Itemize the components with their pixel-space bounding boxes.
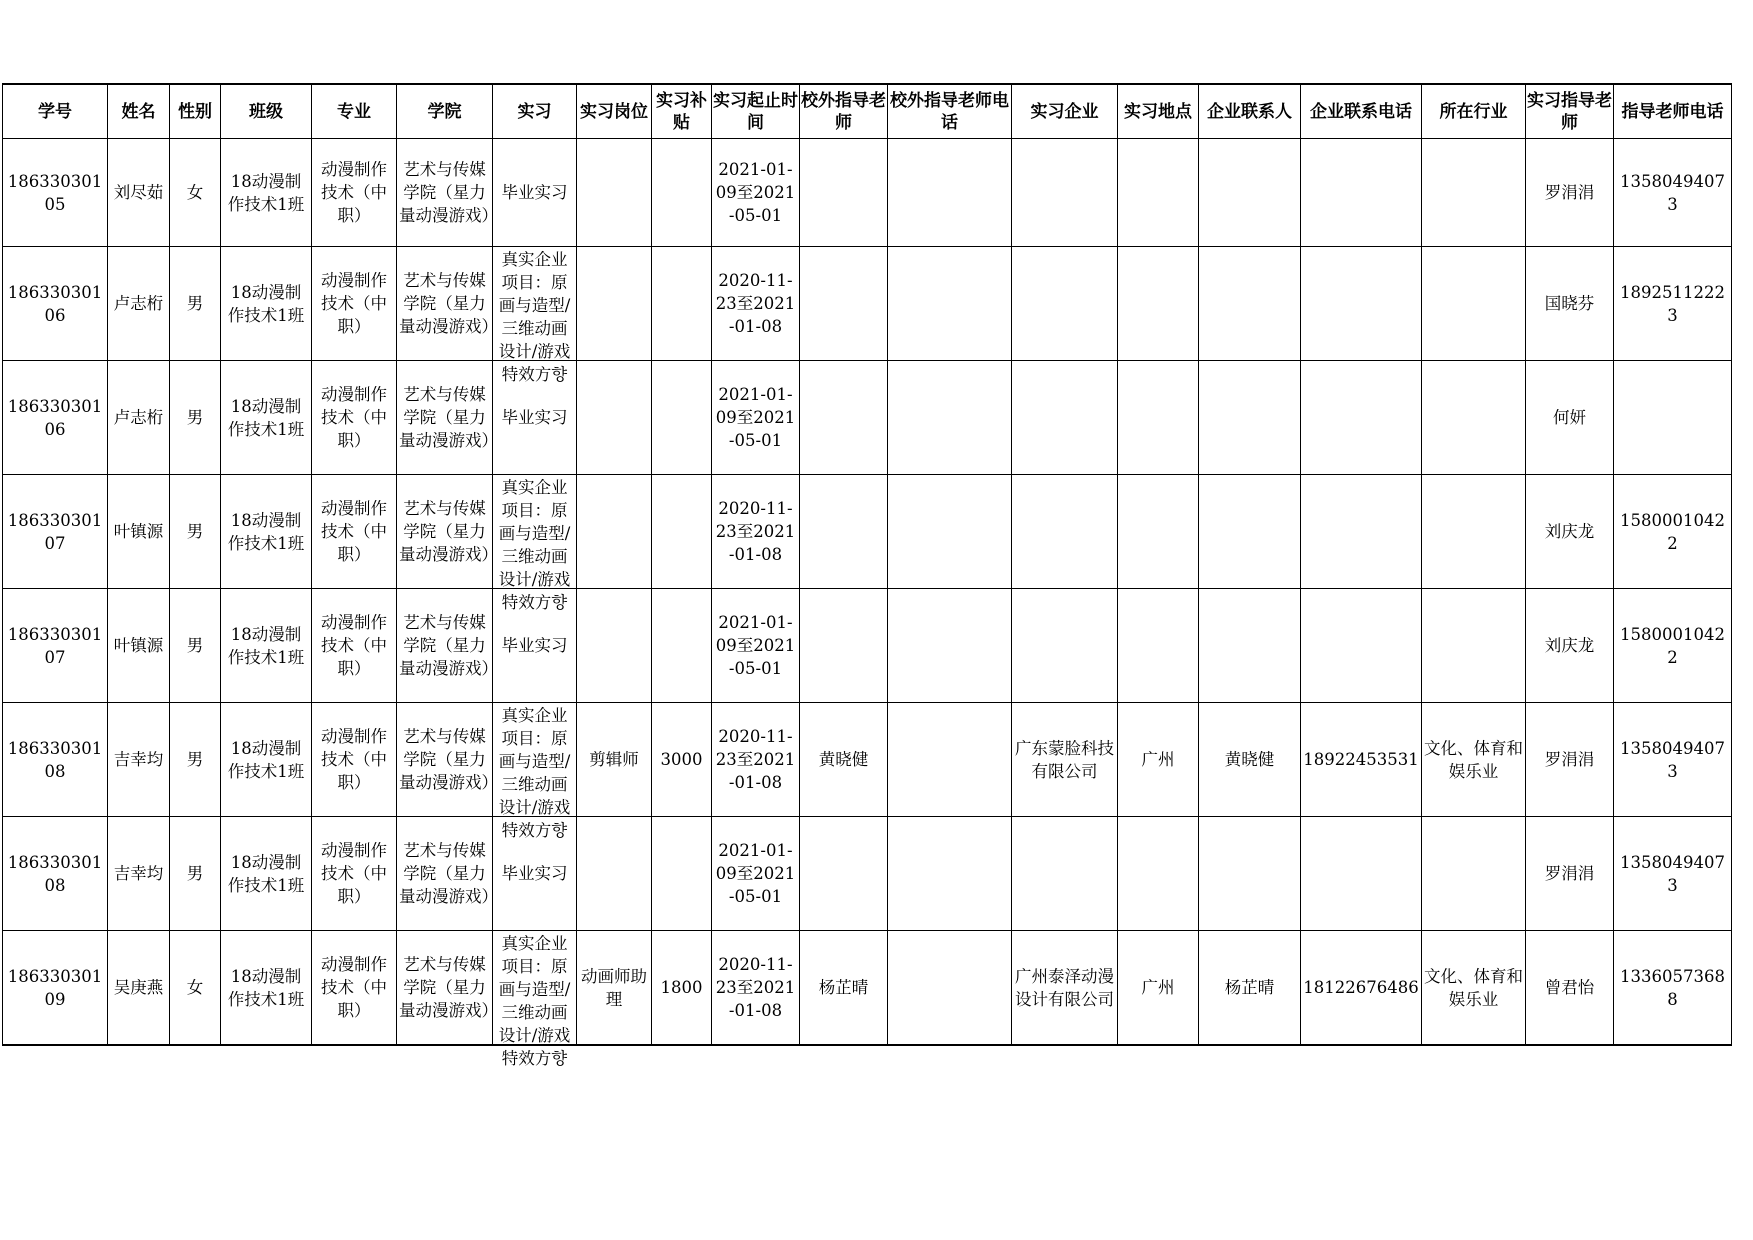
column-header: 企业联系电话 <box>1301 84 1422 139</box>
table-row <box>3 703 1732 817</box>
table-cell <box>3 703 108 817</box>
column-header: 实习补贴 <box>652 84 712 139</box>
column-header: 所在行业 <box>1422 84 1526 139</box>
cell-text: 动漫制作技术（中职） <box>321 499 387 564</box>
table-cell <box>170 703 221 817</box>
table-cell <box>1301 931 1422 1046</box>
table-cell <box>888 475 1012 589</box>
cell-text: 广东蒙脸科技有限公司 <box>1015 738 1114 781</box>
table-cell <box>108 817 170 931</box>
table-cell <box>1301 589 1422 703</box>
cell-text: 卢志桁 <box>113 408 164 427</box>
cell-text: 动画师助理 <box>581 966 647 1009</box>
table-cell <box>652 361 712 475</box>
cell-text: 广州 <box>1141 750 1175 769</box>
table-header <box>3 84 1732 139</box>
cell-text: 何妍 <box>1553 408 1586 427</box>
table-cell <box>652 931 712 1046</box>
internship-table <box>2 83 1732 1068</box>
cell-text: 男 <box>186 636 204 655</box>
cell-text: 真实企业项目：原画与造型/三维动画设计/游戏特效方향 <box>498 934 571 1068</box>
cell-text: 13580494073 <box>1620 171 1725 214</box>
table-cell <box>652 247 712 361</box>
table-cell <box>888 931 1012 1046</box>
table-cell <box>1614 475 1732 589</box>
cell-text: 18动漫制作技术1班 <box>227 282 305 325</box>
table-cell <box>312 475 397 589</box>
column-header: 校外指导老师电话 <box>888 84 1012 139</box>
cell-text: 13580494073 <box>1620 738 1725 781</box>
cell-text: 叶镇源 <box>113 522 164 541</box>
table-cell <box>221 817 312 931</box>
cell-text: 13580494073 <box>1620 852 1725 895</box>
cell-text: 动漫制作技术（中职） <box>321 727 387 792</box>
table-cell <box>577 361 652 475</box>
table-cell <box>712 817 800 931</box>
table-cell <box>170 931 221 1046</box>
cell-text: 18633030105 <box>7 171 103 214</box>
cell-text: 真实企业项目：原画与造型/三维动画设计/游戏特效方향 <box>498 478 571 612</box>
column-header: 性别 <box>170 84 221 139</box>
cell-text: 18633030107 <box>7 510 103 553</box>
cell-text: 广州 <box>1141 978 1175 997</box>
table-cell <box>3 817 108 931</box>
table-cell <box>397 361 498 475</box>
cell-text: 艺术与传媒学院（星力量动漫游戏） <box>399 160 498 225</box>
table-cell <box>108 247 170 361</box>
table-cell <box>1301 817 1422 931</box>
table-cell <box>652 703 712 817</box>
cell-text: 动漫制作技术（中职） <box>321 955 387 1020</box>
cell-text: 毕业实习 <box>501 183 568 202</box>
table-cell <box>108 931 170 1046</box>
cell-text: 艺术与传媒学院（星力量动漫游戏） <box>399 271 498 336</box>
cell-text: 18633030108 <box>7 852 103 895</box>
table-cell <box>1526 703 1614 817</box>
table-cell <box>221 361 312 475</box>
cell-text: 刘尽茹 <box>113 183 164 202</box>
table-cell <box>312 817 397 931</box>
cell-text: 2020-11-23至2021-01-08 <box>715 955 796 1020</box>
table-cell <box>493 703 577 840</box>
table-cell <box>3 475 108 589</box>
table-cell <box>108 361 170 475</box>
cell-text: 2020-11-23至2021-01-08 <box>715 727 796 792</box>
table-cell <box>1422 931 1526 1046</box>
cell-text: 男 <box>186 294 204 313</box>
cell-text: 18633030108 <box>7 738 103 781</box>
cell-text: 15800010422 <box>1620 510 1725 553</box>
table-cell <box>3 931 108 1046</box>
column-header: 指导老师电话 <box>1614 84 1732 139</box>
table-cell <box>888 817 1012 931</box>
column-header: 企业联系人 <box>1199 84 1301 139</box>
table-cell <box>712 475 800 589</box>
table-cell <box>1012 475 1118 589</box>
cell-text: 艺术与传媒学院（星力量动漫游戏） <box>399 841 498 906</box>
table-row <box>3 475 1732 589</box>
cell-text: 真实企业项目：原画与造型/三维动画设计/游戏特效方향 <box>498 250 571 384</box>
cell-text: 曾君怡 <box>1544 978 1595 997</box>
table-cell <box>1118 931 1199 1046</box>
cell-text: 吉幸均 <box>113 750 164 769</box>
table-cell <box>800 361 888 475</box>
table-cell <box>800 817 888 931</box>
table-cell <box>1199 361 1301 475</box>
table-cell <box>493 475 577 612</box>
cell-text: 18122676486 <box>1303 978 1419 997</box>
table-cell <box>712 703 800 817</box>
cell-text: 国晓芬 <box>1544 294 1595 313</box>
cell-text: 广州泰泽动漫设计有限公司 <box>1015 966 1114 1009</box>
table-row <box>3 589 1732 703</box>
table-cell <box>577 931 652 1046</box>
table-cell <box>1118 247 1199 361</box>
cell-text: 黄晓健 <box>818 750 869 769</box>
table-cell <box>800 931 888 1046</box>
cell-text: 动漫制作技术（中职） <box>321 613 387 678</box>
table-cell <box>1526 475 1614 589</box>
table-cell <box>1301 475 1422 589</box>
table-cell <box>1526 139 1614 247</box>
table-cell <box>1422 139 1526 247</box>
cell-text: 杨芷晴 <box>818 978 869 997</box>
table-cell <box>1199 589 1301 703</box>
table-cell <box>3 361 108 475</box>
cell-text: 18动漫制作技术1班 <box>227 171 305 214</box>
table-cell <box>1118 589 1199 703</box>
cell-text: 黄晓健 <box>1224 750 1275 769</box>
table-cell <box>312 361 397 475</box>
table-cell <box>1012 361 1118 475</box>
table-cell <box>1422 475 1526 589</box>
table-cell <box>1422 589 1526 703</box>
cell-text: 罗涓涓 <box>1544 864 1595 883</box>
cell-text: 18动漫制作技术1班 <box>227 852 305 895</box>
table-cell <box>1301 703 1422 817</box>
table-cell <box>221 247 312 361</box>
cell-text: 罗涓涓 <box>1544 183 1595 202</box>
table-cell <box>800 475 888 589</box>
table-cell <box>712 931 800 1046</box>
cell-text: 杨芷晴 <box>1224 978 1275 997</box>
column-header: 实习地点 <box>1118 84 1199 139</box>
table-row <box>3 361 1732 475</box>
table-cell <box>170 817 221 931</box>
cell-text: 2021-01-09至2021-05-01 <box>715 160 796 225</box>
table-cell <box>577 247 652 361</box>
cell-text: 罗涓涓 <box>1544 750 1595 769</box>
cell-text: 18633030109 <box>7 966 103 1009</box>
table-cell <box>1118 475 1199 589</box>
cell-text: 毕业实习 <box>501 408 568 427</box>
cell-text: 3000 <box>660 750 703 769</box>
cell-text: 13360573688 <box>1620 966 1725 1009</box>
cell-text: 18633030106 <box>7 282 103 325</box>
table-cell <box>577 703 652 817</box>
table-cell <box>1614 589 1732 703</box>
table-cell <box>888 247 1012 361</box>
cell-text: 动漫制作技术（中职） <box>321 841 387 906</box>
table-cell <box>1012 931 1118 1046</box>
table-row <box>3 247 1732 361</box>
table-cell <box>1614 931 1732 1046</box>
table-cell <box>1526 361 1614 475</box>
cell-text: 18动漫制作技术1班 <box>227 396 305 439</box>
table-cell <box>800 703 888 817</box>
table-cell <box>1526 589 1614 703</box>
table-row <box>3 931 1732 1046</box>
cell-text: 文化、体育和娱乐业 <box>1424 966 1523 1009</box>
column-header: 实习 <box>493 84 577 139</box>
cell-text: 吴庚燕 <box>113 978 164 997</box>
cell-text: 18动漫制作技术1班 <box>227 624 305 667</box>
table-cell <box>1012 589 1118 703</box>
table-cell <box>1199 931 1301 1046</box>
table-cell <box>652 139 712 247</box>
table-cell <box>1199 247 1301 361</box>
cell-text: 动漫制作技术（中职） <box>321 271 387 336</box>
table-cell <box>888 589 1012 703</box>
table-cell <box>312 703 397 817</box>
table-cell <box>652 475 712 589</box>
cell-text: 艺术与传媒学院（星力量动漫游戏） <box>399 385 498 450</box>
cell-text: 男 <box>186 750 204 769</box>
cell-text: 男 <box>186 522 204 541</box>
table-cell <box>108 589 170 703</box>
cell-text: 动漫制作技术（中职） <box>321 160 387 225</box>
table-cell <box>312 139 397 247</box>
table-cell <box>108 703 170 817</box>
cell-text: 1800 <box>660 978 703 997</box>
cell-text: 女 <box>186 183 204 202</box>
cell-text: 18633030106 <box>7 396 103 439</box>
table-cell <box>888 361 1012 475</box>
table-cell <box>577 139 652 247</box>
table-cell <box>1526 931 1614 1046</box>
column-header: 班级 <box>221 84 312 139</box>
table-cell <box>1199 703 1301 817</box>
cell-text: 毕业实习 <box>501 636 568 655</box>
cell-text: 2021-01-09至2021-05-01 <box>715 385 796 450</box>
table-cell <box>312 247 397 361</box>
cell-text: 毕业实习 <box>501 864 568 883</box>
table-cell <box>1526 247 1614 361</box>
table-cell <box>1301 247 1422 361</box>
table-cell <box>577 817 652 931</box>
cell-text: 2021-01-09至2021-05-01 <box>715 841 796 906</box>
table-cell <box>397 931 498 1046</box>
cell-text: 刘庆龙 <box>1544 636 1595 655</box>
table-cell <box>1118 817 1199 931</box>
cell-text: 吉幸均 <box>113 864 164 883</box>
cell-text: 叶镇源 <box>113 636 164 655</box>
table-cell <box>712 247 800 361</box>
cell-text: 剪辑师 <box>589 750 639 769</box>
table-cell <box>1012 703 1118 817</box>
cell-text: 18633030107 <box>7 624 103 667</box>
cell-text: 艺术与传媒学院（星力量动漫游戏） <box>399 727 498 792</box>
table-cell <box>493 139 577 247</box>
cell-text: 动漫制作技术（中职） <box>321 385 387 450</box>
table-cell <box>1614 703 1732 817</box>
cell-text: 男 <box>186 408 204 427</box>
table-cell <box>170 361 221 475</box>
table-cell <box>170 247 221 361</box>
cell-text: 文化、体育和娱乐业 <box>1424 738 1523 781</box>
header-row <box>3 84 1732 139</box>
table-row <box>3 817 1732 931</box>
table-cell <box>652 817 712 931</box>
table-cell <box>3 247 108 361</box>
column-header: 姓名 <box>108 84 170 139</box>
cell-text: 18动漫制作技术1班 <box>227 738 305 781</box>
table-cell <box>1012 247 1118 361</box>
table-cell <box>577 475 652 589</box>
column-header: 学院 <box>397 84 493 139</box>
table-cell <box>1199 817 1301 931</box>
table-cell <box>397 703 498 817</box>
cell-text: 男 <box>186 864 204 883</box>
table-body <box>3 139 1732 1068</box>
table-cell <box>800 139 888 247</box>
column-header: 专业 <box>312 84 397 139</box>
cell-text: 15800010422 <box>1620 624 1725 667</box>
table-cell <box>1614 139 1732 247</box>
cell-text: 真实企业项目：原画与造型/三维动画设计/游戏特效方향 <box>498 706 571 840</box>
table-cell <box>1614 247 1732 361</box>
table-cell <box>1422 361 1526 475</box>
table-cell <box>493 931 577 1068</box>
cell-text: 2021-01-09至2021-05-01 <box>715 613 796 678</box>
table-cell <box>1422 247 1526 361</box>
table-cell <box>800 589 888 703</box>
cell-text: 卢志桁 <box>113 294 164 313</box>
cell-text: 18动漫制作技术1班 <box>227 510 305 553</box>
table-cell <box>397 589 498 703</box>
column-header: 实习指导老师 <box>1526 84 1614 139</box>
table-row <box>3 139 1732 247</box>
table-cell <box>221 139 312 247</box>
table-cell <box>221 703 312 817</box>
table-cell <box>312 931 397 1046</box>
column-header: 实习企业 <box>1012 84 1118 139</box>
cell-text: 艺术与传媒学院（星力量动漫游戏） <box>399 499 498 564</box>
cell-text: 2020-11-23至2021-01-08 <box>715 499 796 564</box>
cell-text: 18922453531 <box>1303 750 1419 769</box>
table-cell <box>397 817 498 931</box>
table-cell <box>1422 817 1526 931</box>
table-cell <box>3 589 108 703</box>
table-cell <box>1012 139 1118 247</box>
table-cell <box>1526 817 1614 931</box>
table-cell <box>108 475 170 589</box>
table-cell <box>221 589 312 703</box>
table-cell <box>1118 139 1199 247</box>
table-cell <box>1301 139 1422 247</box>
table-cell <box>1422 703 1526 817</box>
column-header: 校外指导老师 <box>800 84 888 139</box>
column-header: 学号 <box>3 84 108 139</box>
table-cell <box>888 139 1012 247</box>
table-cell <box>397 475 498 589</box>
table-cell <box>170 139 221 247</box>
table-cell <box>221 475 312 589</box>
table-cell <box>1118 361 1199 475</box>
table-cell <box>577 589 652 703</box>
table-cell <box>221 931 312 1046</box>
table-cell <box>1199 475 1301 589</box>
table-cell <box>712 139 800 247</box>
table-cell <box>170 589 221 703</box>
table-cell <box>712 589 800 703</box>
table-cell <box>108 139 170 247</box>
table-cell <box>712 361 800 475</box>
table-cell <box>652 589 712 703</box>
table-cell <box>1614 361 1732 475</box>
column-header: 实习起止时间 <box>712 84 800 139</box>
cell-text: 刘庆龙 <box>1544 522 1595 541</box>
cell-text: 2020-11-23至2021-01-08 <box>715 271 796 336</box>
cell-text: 18925112223 <box>1620 282 1725 325</box>
column-header: 实习岗位 <box>577 84 652 139</box>
cell-text: 女 <box>186 978 204 997</box>
table-cell <box>1301 361 1422 475</box>
table-cell <box>397 139 498 247</box>
table-cell <box>397 247 498 361</box>
table-cell <box>888 703 1012 817</box>
cell-text: 艺术与传媒学院（星力量动漫游戏） <box>399 613 498 678</box>
table-cell <box>312 589 397 703</box>
table-cell <box>3 139 108 247</box>
cell-text: 18动漫制作技术1班 <box>227 966 305 1009</box>
table-cell <box>1614 817 1732 931</box>
table-cell <box>1199 139 1301 247</box>
table-cell <box>1118 703 1199 817</box>
table-cell <box>1012 817 1118 931</box>
table-cell <box>493 247 577 384</box>
table-cell <box>800 247 888 361</box>
table-cell <box>170 475 221 589</box>
cell-text: 艺术与传媒学院（星力量动漫游戏） <box>399 955 498 1020</box>
